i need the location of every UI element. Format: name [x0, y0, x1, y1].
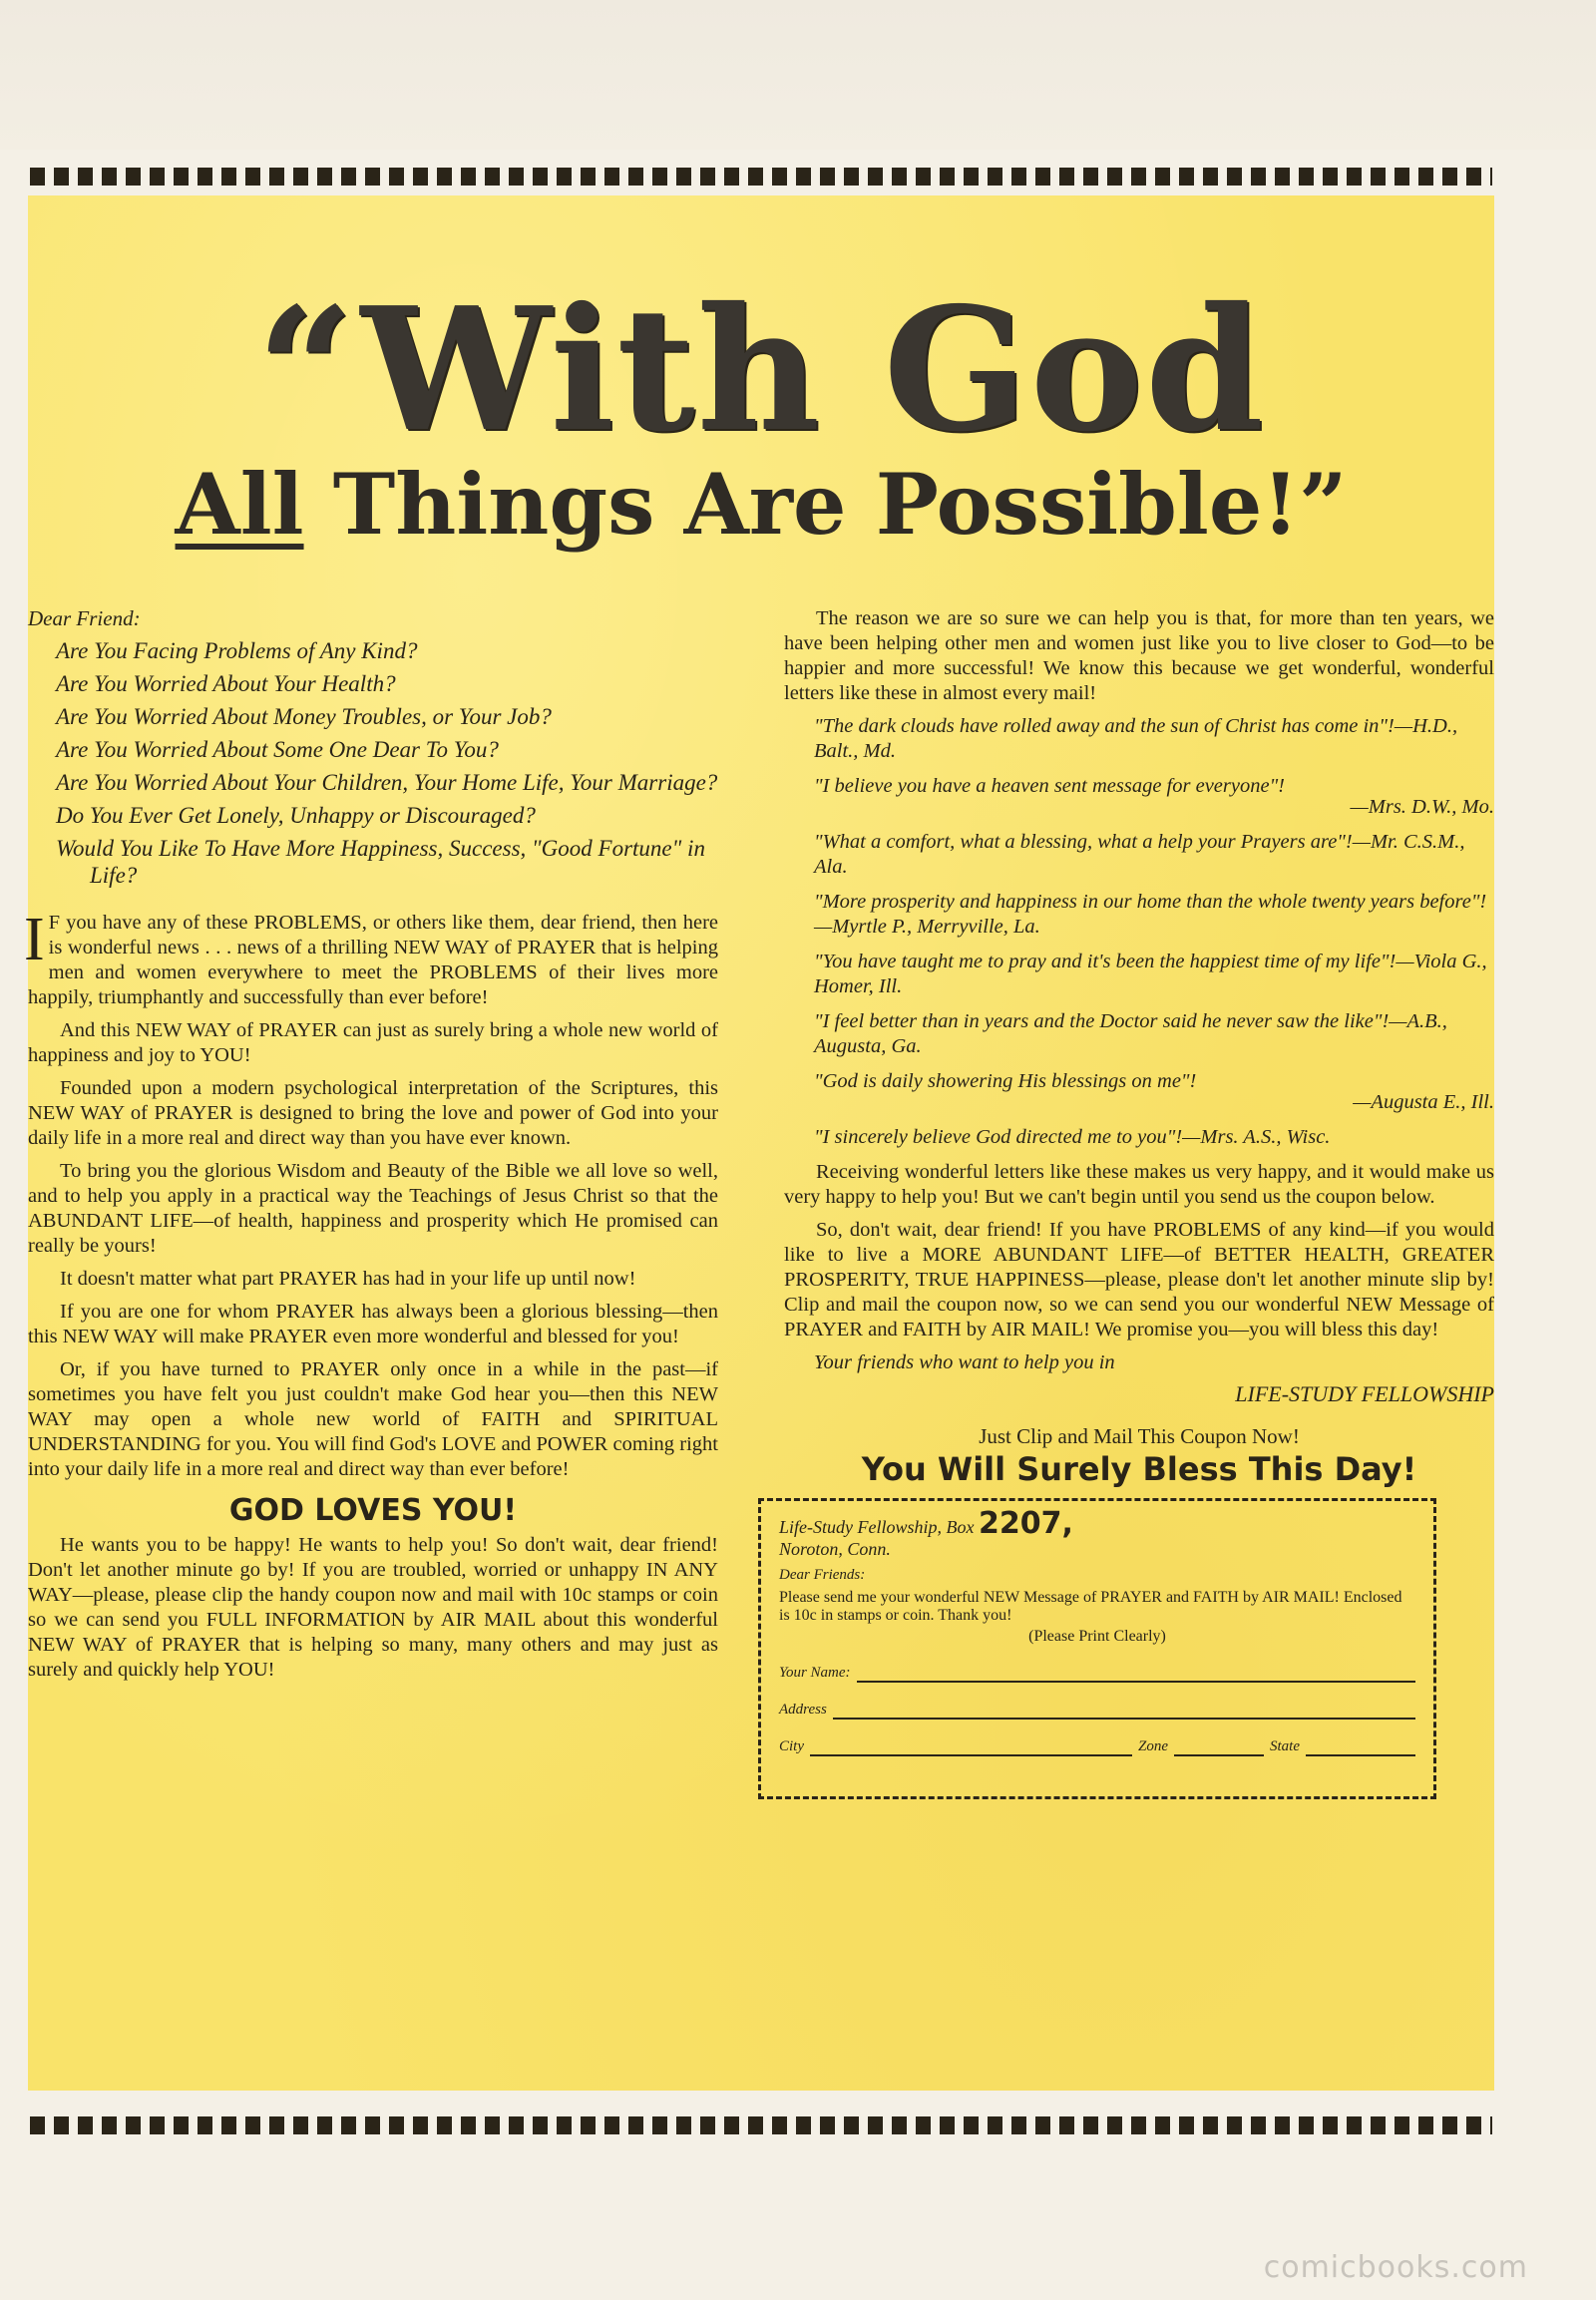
question-7: Would You Like To Have More Happiness, Success, "Good Fortune" in Life?	[56, 836, 705, 888]
bless-this-day-heading: You Will Surely Bless This Day!	[861, 1450, 1417, 1488]
god-loves-you-heading: GOD LOVES YOU!	[228, 1493, 518, 1528]
testimonial-attribution: —Mrs. D.W., Mo.	[1350, 796, 1494, 818]
right-paragraph-2: Receiving wonderful letters like these makes us very happy, and it would make us very happy to help you! But we can't begin until you send us the coupon below.	[784, 1161, 1494, 1208]
testimonial-attribution: —Augusta E., Ill.	[1353, 1091, 1494, 1113]
state-label: State	[1270, 1738, 1300, 1754]
testimonial: "What a comfort, what a blessing, what a help your Prayers are"!—Mr. C.S.M., Ala.	[814, 831, 1465, 878]
question-6: Do You Ever Get Lonely, Unhappy or Discouraged?	[56, 803, 536, 828]
zone-label: Zone	[1138, 1738, 1168, 1754]
right-column	[784, 606, 1494, 1500]
city-label: City	[779, 1738, 804, 1754]
state-blank[interactable]	[1306, 1740, 1415, 1756]
body-paragraph-6: If you are one for whom PRAYER has always been a glorious blessing—then this NEW WAY will make PRAYER even more wonderful and blessed for you!	[28, 1301, 718, 1347]
city-zone-state-field[interactable]	[779, 1737, 1415, 1756]
body-paragraph-3: Founded upon a modern psychological interpretation of the Scriptures, this NEW WAY of PRAYER is designed to bring the love and power of God into your daily life in a more real and direct way than you have ever known.	[28, 1077, 718, 1149]
dashed-border-bottom	[30, 2116, 1492, 2134]
mail-in-coupon[interactable]	[758, 1498, 1436, 1799]
headline: “With God	[256, 270, 1266, 470]
address-field[interactable]	[779, 1701, 1415, 1720]
right-paragraph-1: The reason we are so sure we can help you is that, for more than ten years, we have been helping other men and women just like you to live closer to God—to be happier and more successful! We know this because we get wonderful, wonderful letters like these in almost every mail!	[784, 607, 1494, 704]
address-label: Address	[779, 1702, 827, 1718]
testimonial: "You have taught me to pray and it's been the happiest time of my life"!—Viola G., Homer, Ill.	[814, 951, 1487, 997]
question-2: Are You Worried About Your Health?	[56, 671, 396, 696]
body-paragraph-4: To bring you the glorious Wisdom and Beauty of the Bible we all love so well, and to help you apply in a practical way the Teachings of Jesus Christ so that the ABUNDANT LIFE—of health, happiness and prosperity which He promised can really be yours!	[28, 1160, 718, 1257]
body-paragraph-1: I F you have any of these PROBLEMS, or others like them, dear friend, then here is wonderful news . . . news of a thrilling NEW WAY of PRAYER that is helping men and women everywhere to meet the PROBLEMS of their lives more happily, triumphantly and successfully than ever before!	[24, 906, 718, 1008]
box-number: 2207,	[978, 1506, 1073, 1541]
testimonial: "God is daily showering His blessings on me"! —Augusta E., Ill.	[814, 1070, 1494, 1113]
right-paragraph-3: So, don't wait, dear friend! If you have PROBLEMS of any kind—if you would like to live a MORE ABUNDANT LIFE—of BETTER HEALTH, GREATER PROSPERITY, TRUE HAPPINESS—please, please don't let another minute slip by! Clip and mail the coupon now, so we can send you our wonderful NEW Message of PRAYER and FAITH by AIR MAIL! We promise you—you will bless this day!	[784, 1219, 1494, 1341]
question-4: Are You Worried About Some One Dear To You?	[56, 737, 499, 762]
testimonial: "I feel better than in years and the Doctor said he never saw the like"!—A.B., Augusta, Ga.	[814, 1010, 1447, 1057]
testimonial: "I sincerely believe God directed me to you"!—Mrs. A.S., Wisc.	[814, 1126, 1331, 1148]
body-paragraph-5: It doesn't matter what part PRAYER has had in your life up until now!	[60, 1268, 636, 1290]
question-1: Are You Facing Problems of Any Kind?	[56, 638, 418, 663]
watermark: comicbooks.com	[1263, 2250, 1528, 2285]
subhead-underlined-word: All	[175, 455, 304, 554]
subhead-rest: Things Are Possible!”	[303, 455, 1348, 554]
coupon-salutation: Dear Friends:	[779, 1567, 866, 1583]
left-column	[24, 606, 718, 1691]
signature: LIFE-STUDY FELLOWSHIP	[1235, 1381, 1494, 1406]
clip-instruction: Just Clip and Mail This Coupon Now!	[979, 1424, 1300, 1448]
advertisement-panel	[24, 195, 1494, 2091]
testimonial: "More prosperity and happiness in our home than the whole twenty years before"!—Myrtle P., Merryville, La.	[814, 891, 1487, 938]
body-paragraph-2: And this NEW WAY of PRAYER can just as surely bring a whole new world of happiness and joy to YOU!	[28, 1019, 718, 1066]
paper-margin-top	[0, 0, 1596, 150]
coupon-print-note: (Please Print Clearly)	[1028, 1628, 1166, 1645]
coupon-address: Life-Study Fellowship, Box 2207, Noroton, Conn.	[779, 1506, 1073, 1559]
city-blank[interactable]	[810, 1740, 1132, 1756]
name-field[interactable]	[779, 1664, 1415, 1683]
testimonial: "The dark clouds have rolled away and the sun of Christ has come in"!—H.D., Balt., Md.	[814, 715, 1458, 762]
drop-cap: I	[24, 906, 45, 973]
body-paragraph-8: He wants you to be happy! He wants to help you! So don't wait, dear friend! Don't let another minute go by! If you are troubled, worried or unhappy IN ANY WAY—please, please clip the handy coupon now and mail with 10c stamps or coin so we can send you FULL INFORMATION by AIR MAIL about this wonderful NEW WAY of PRAYER that is helping so many, many others and may just as surely and quickly help YOU!	[28, 1534, 718, 1681]
name-label: Your Name:	[779, 1665, 851, 1681]
zone-blank[interactable]	[1174, 1740, 1264, 1756]
dashed-border-top	[30, 168, 1492, 186]
salutation: Dear Friend:	[28, 606, 141, 630]
question-5: Are You Worried About Your Children, Your Home Life, Your Marriage?	[56, 770, 718, 795]
sign-off: Your friends who want to help you in	[814, 1351, 1115, 1373]
name-blank[interactable]	[857, 1667, 1415, 1683]
address-blank[interactable]	[833, 1704, 1415, 1720]
testimonial: "I believe you have a heaven sent message for everyone"! —Mrs. D.W., Mo.	[814, 775, 1494, 818]
coupon-body: Please send me your wonderful NEW Message of PRAYER and FAITH by AIR MAIL! Enclosed is 10c in stamps or coin. Thank you!	[779, 1589, 1402, 1624]
subheadline	[28, 455, 1494, 554]
body-paragraph-7: Or, if you have turned to PRAYER only once in a while in the past—if sometimes you have felt you just couldn't make God hear you—then this NEW WAY may open a whole new world of FAITH and SPIRITUAL UNDERSTANDING for you. You will find God's LOVE and POWER coming right into your daily life in a more real and direct way than ever before!	[28, 1358, 718, 1480]
question-3: Are You Worried About Money Troubles, or Your Job?	[56, 704, 552, 729]
